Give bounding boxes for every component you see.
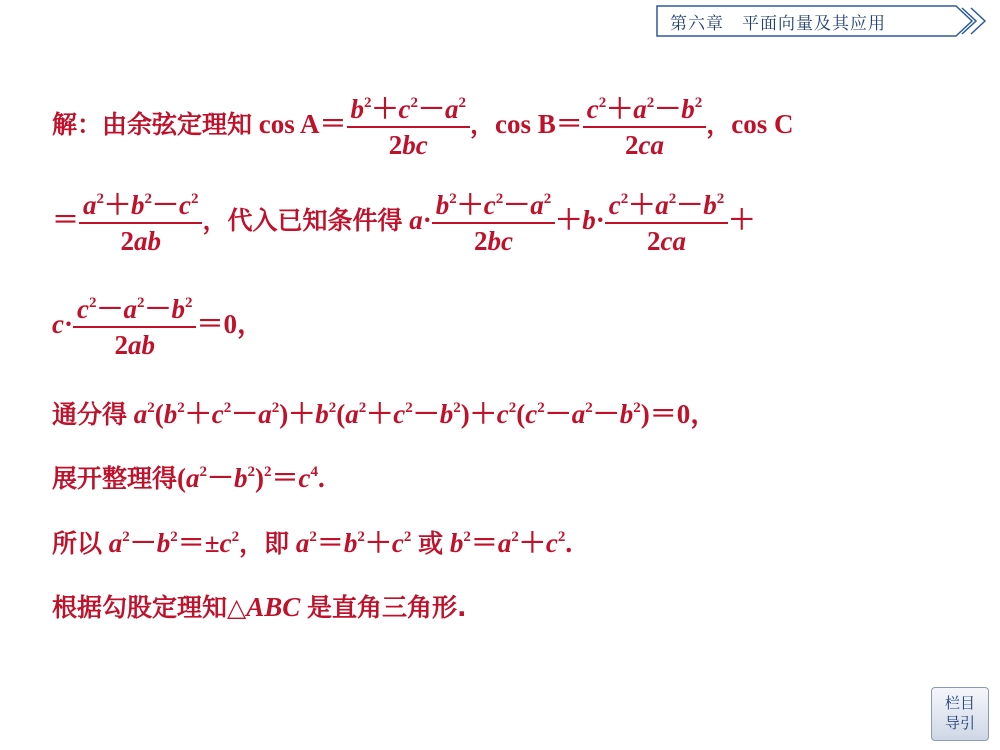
solution-intro: 解：由余弦定理知	[52, 110, 253, 140]
cos-c-label: cos C	[731, 109, 794, 140]
comma: ，	[470, 110, 496, 140]
comma: ，	[706, 110, 732, 140]
triangle-name: ABC	[246, 592, 301, 622]
fraction-cos-b: $\frac{c^2+a^2-b^2}{2ca}$	[583, 92, 706, 162]
solution-line-3: c· $\frac{c^2-a^2-b^2}{2ab}$ ＝0，	[52, 294, 264, 360]
solution-line-4: 通分得 $a^2(b^2+c^2-a^2)+b^2(a^2+c^2-b^2)+c^2(c^2-a^2-b^2)=0$，	[52, 399, 718, 429]
comma: ，	[202, 206, 228, 236]
fraction-term-a: $\frac{b^2+c^2-a^2}{2bc}$	[432, 188, 555, 258]
cos-a-label: cos A＝	[258, 109, 347, 140]
pythagorean-text: 根据勾股定理知△	[52, 593, 247, 622]
substitute-text: 代入已知条件得	[227, 206, 403, 236]
solution-line-2: ＝ $\frac{a^2+b^2-c^2}{2ab}$ ，代入已知条件得 a· $\frac{b^2+c^2-a^2}{2bc}$ ＋b· $\frac{c^2+a^2-b^2}{2ca}$ ＋	[52, 190, 756, 256]
comma: ，	[239, 529, 265, 558]
that-is-text: 即	[264, 529, 290, 558]
fraction-cos-a: $\frac{b^2+c^2-a^2}{2bc}$	[347, 92, 470, 162]
nav-button-line-1: 栏目	[944, 694, 975, 712]
solution-line-7	[52, 590, 467, 625]
or-text: 或	[418, 529, 444, 558]
expand-text: 展开整理得	[52, 464, 178, 493]
section-nav-button[interactable]	[931, 687, 989, 741]
therefore-text: 所以	[52, 529, 103, 558]
nav-button-line-2: 导引	[944, 714, 975, 732]
chapter-title: 第六章 平面向量及其应用	[670, 14, 886, 34]
fraction-term-b: $\frac{c^2+a^2-b^2}{2ca}$	[605, 188, 728, 258]
common-denominator-text: 通分得	[52, 400, 128, 429]
cos-b-label: cos B＝	[495, 109, 583, 140]
solution-line-1	[52, 92, 794, 162]
solution-line-5: 展开整理得$(a^2-b^2)^2=c^4$.	[52, 463, 325, 493]
conclusion-text: 是直角三角形.	[307, 593, 467, 622]
fraction-cos-c: $\frac{a^2+b^2-c^2}{2ab}$	[79, 188, 202, 258]
solution-line-6: 所以 $a^2-b^2=\pm c^2$，即 $a^2=b^2+c^2$ 或 $b^2=a^2+c^2$.	[52, 528, 573, 558]
fraction-term-c: $\frac{c^2-a^2-b^2}{2ab}$	[73, 292, 196, 362]
